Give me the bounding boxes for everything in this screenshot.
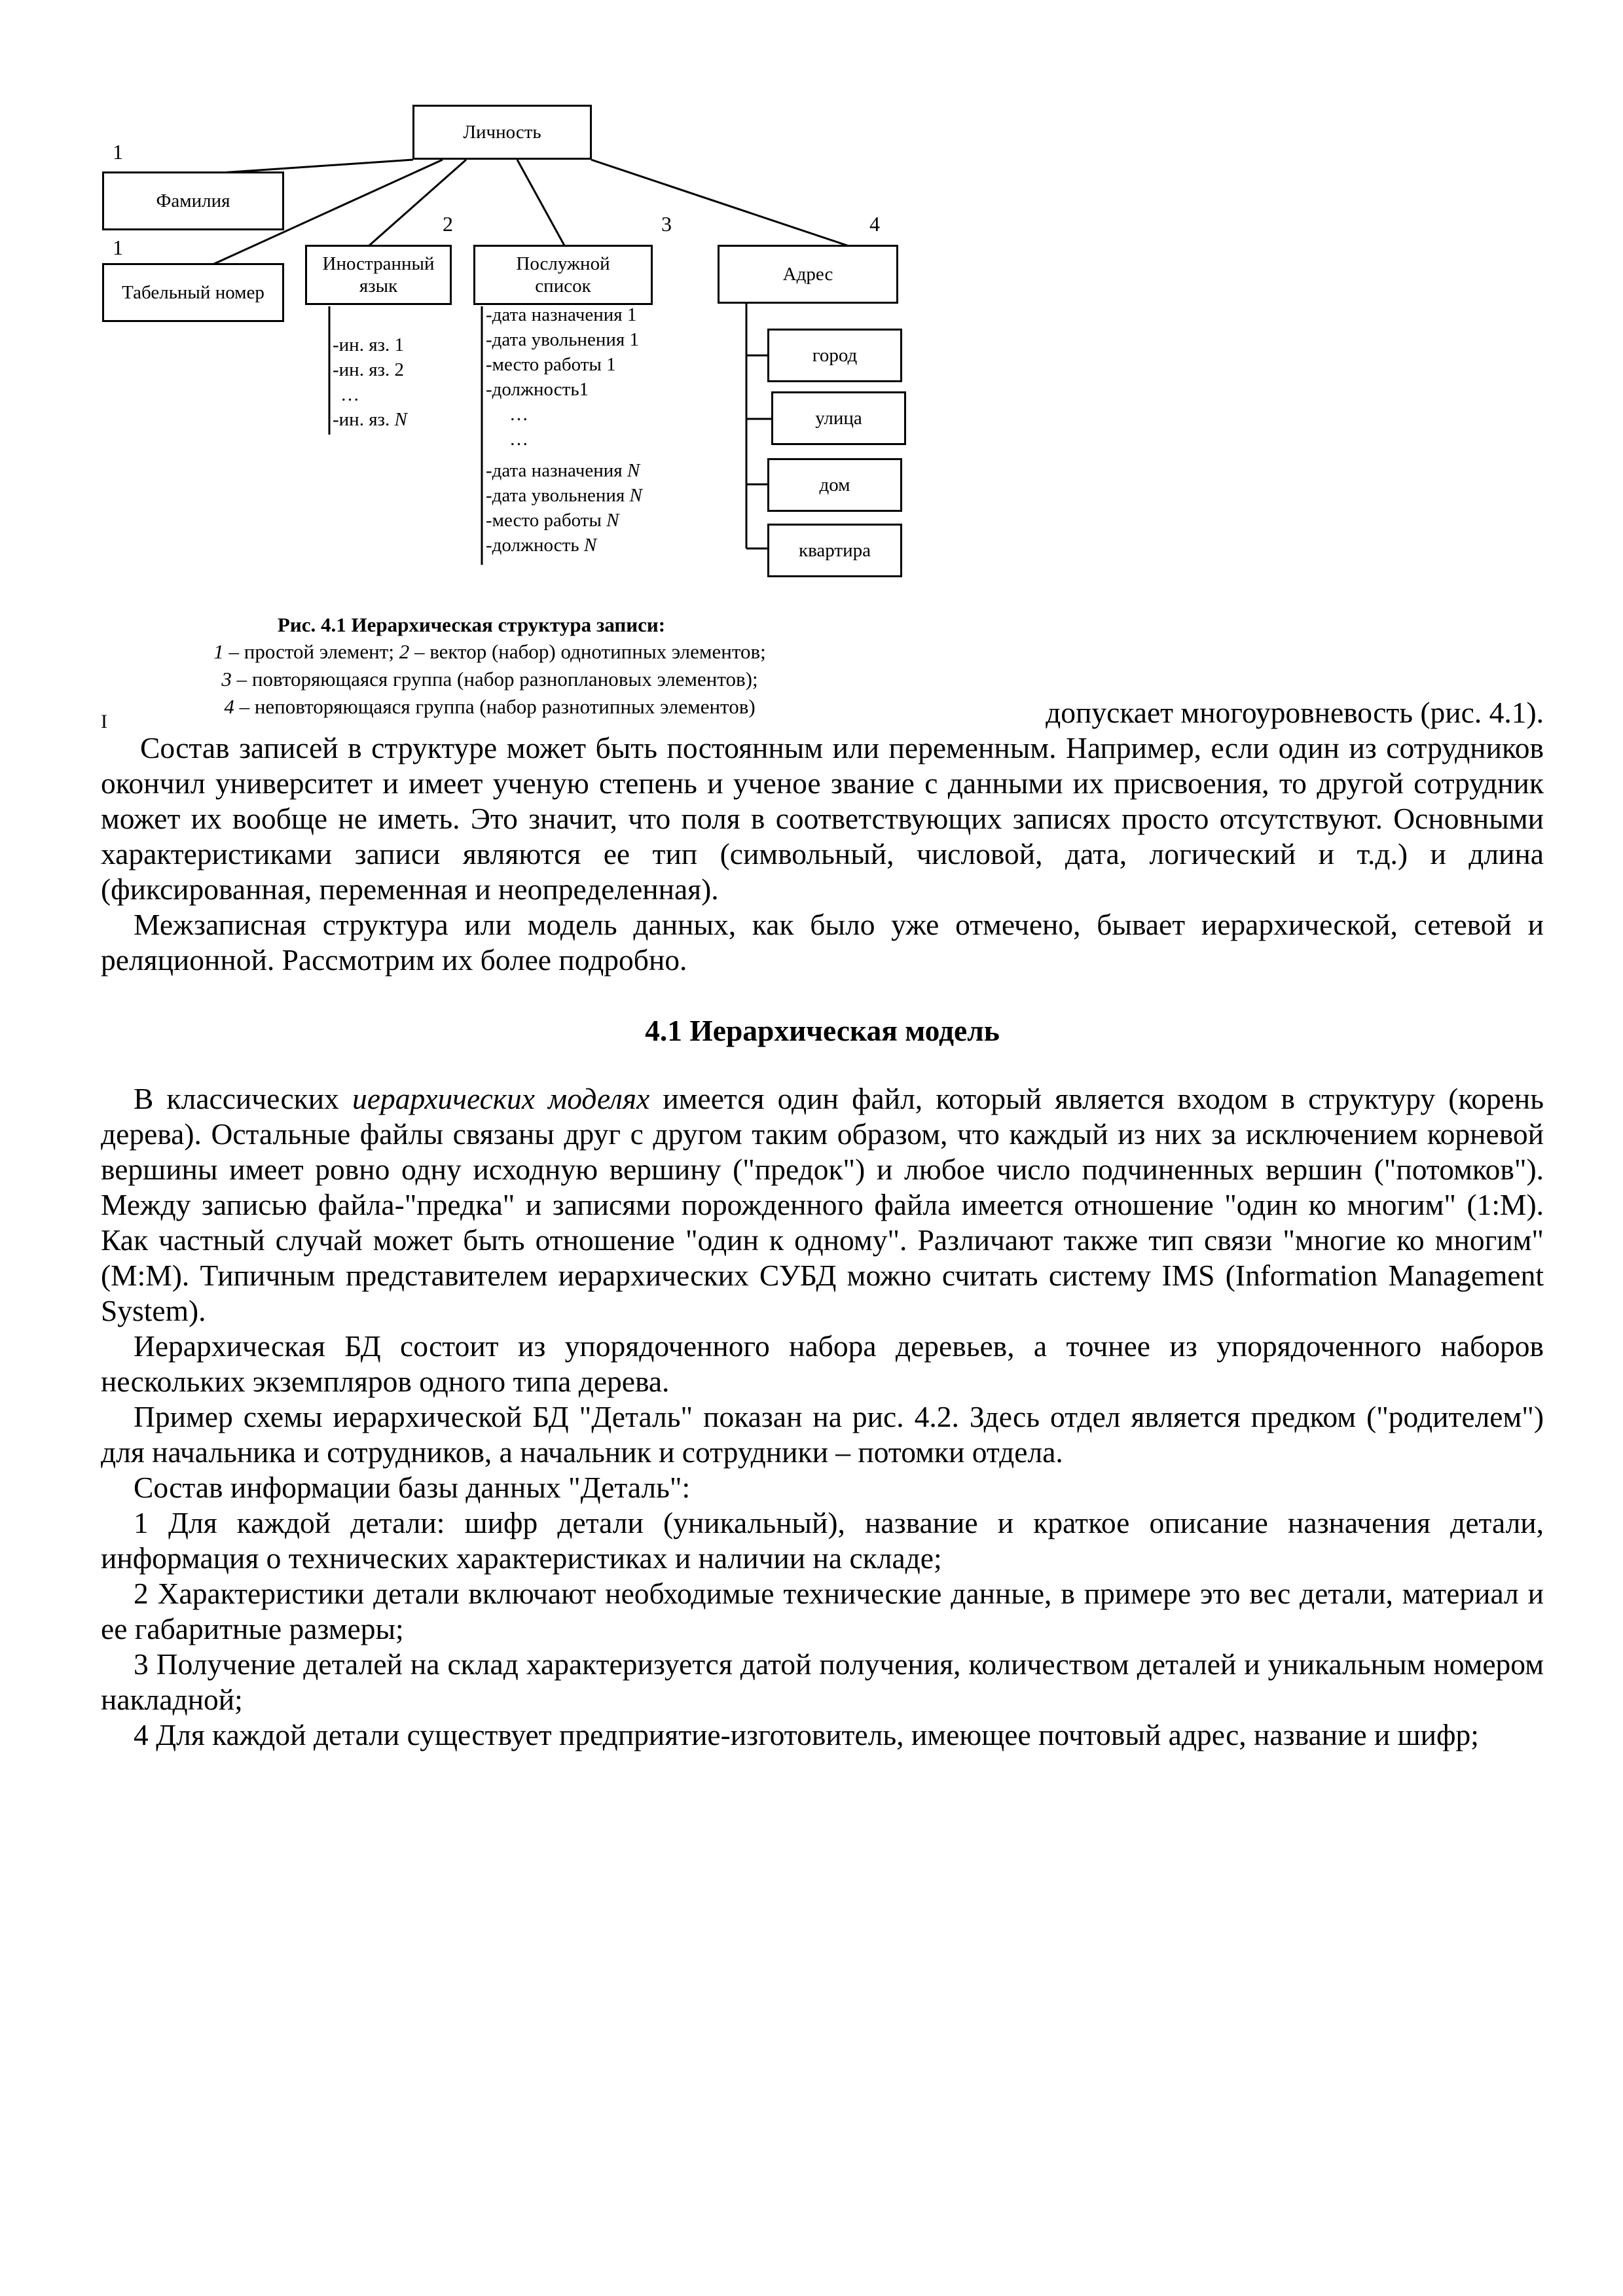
list-item-1: 1 Для каждой детали: шифр детали (уникальный), название и краткое описание назначения детали, информация о технических характеристиках и наличии на складе; <box>101 1506 1544 1575</box>
node-city <box>767 329 902 382</box>
vector-field-n <box>333 407 407 432</box>
paragraph-record-composition: Состав записей в структуре может быть постоянным или переменным. Например, если один из сотрудников окончил университет и имеет ученую степень и ученое звание с данными их присвоения, то другой сотрудник может их вообще не иметь. Это значит, что поля в соответствующих записях просто отсутствуют. Основными характеристиками записи являются ее тип (символьный, числовой, дата, логический и т.д.) и длина (фиксированная, переменная и неопределенная). <box>101 731 1544 906</box>
caption-text-3: – повторяющаяся группа (набор разноплановых элементов); <box>231 668 758 691</box>
document-body <box>101 695 1544 1753</box>
repeating-field-2: -дата увольнения 1 <box>486 329 640 350</box>
paragraph-interrecord-structure: Межзаписная структура или модель данных, как было уже отмечено, бывает иерархической, сетевой и реляционной. Рассмотрим их более подробно. <box>101 908 1544 977</box>
node-flat <box>767 524 902 577</box>
label-number-4: 4 <box>869 212 880 236</box>
edge-root-surname <box>220 160 413 173</box>
vector-field-n-index: N <box>394 409 407 430</box>
label-number-1b: 1 <box>113 236 123 259</box>
node-house <box>767 458 902 512</box>
paragraph-lead-in <box>101 695 1544 730</box>
paragraph-classic-emphasis: иерархических моделях <box>352 1082 650 1115</box>
clipped-lead-character: I <box>101 711 107 732</box>
node-address-label: Адрес <box>782 263 833 285</box>
paragraph-hierarchical-db: Иерархическая БД состоит из упорядоченного набора деревьев, а точнее из упорядоченного наборов нескольких экземпляров одного типа дерева. <box>101 1329 1544 1398</box>
node-street <box>771 391 906 445</box>
repeating-field-n1 <box>486 458 640 483</box>
node-root <box>412 105 592 160</box>
node-service-record <box>473 245 653 305</box>
label-number-3: 3 <box>661 212 672 236</box>
caption-text-4: – неповторяющаяся группа (набор разнотипных элементов) <box>234 695 756 718</box>
paragraph-classic-hierarchical <box>101 1081 1544 1329</box>
figure-caption-title: Рис. 4.1 Иерархическая структура записи: <box>277 613 666 636</box>
repeating-field-1: -дата назначения 1 <box>486 304 637 325</box>
label-number-2: 2 <box>443 212 453 236</box>
repeating-field-n4 <box>486 533 596 558</box>
repeating-field-ellipsis-2: … <box>509 429 528 450</box>
repeating-field-n1-prefix: -дата назначения <box>486 460 627 481</box>
paragraph-composition-title: Состав информации базы данных "Деталь": <box>134 1471 691 1504</box>
repeating-field-n4-index: N <box>583 535 597 556</box>
node-street-label: улица <box>815 407 862 429</box>
vector-field-n-prefix: -ин. яз. <box>333 409 395 430</box>
node-tabnum-label: Табельный номер <box>122 281 264 303</box>
vector-field-2: -ин. яз. 2 <box>333 359 404 380</box>
node-house-label: дом <box>819 474 850 495</box>
list-item-2: 2 Характеристики детали включают необходимые технические данные, в примере это вес детали, материал и ее габаритные размеры; <box>101 1577 1544 1645</box>
list-item-3: 3 Получение деталей на склад характеризуется датой получения, количеством деталей и уникальным номером накладной; <box>101 1647 1544 1716</box>
node-language-line2: язык <box>359 276 398 296</box>
label-number-1a: 1 <box>113 140 123 164</box>
edge-root-address <box>591 160 847 245</box>
caption-index-4: 4 <box>224 695 234 718</box>
repeating-field-3: -место работы 1 <box>486 354 616 375</box>
figure-caption-line1 <box>0 640 981 664</box>
figure-hierarchical-record <box>0 0 1623 740</box>
paragraph-example-schema: Пример схемы иерархической БД "Деталь" показан на рис. 4.2. Здесь отдел является предком ("родителем") для начальника и сотрудников, а начальник и сотрудники – потомки отдела. <box>101 1400 1544 1469</box>
vector-field-ellipsis: … <box>340 384 359 405</box>
node-city-label: город <box>812 344 858 366</box>
list-item-4: 4 Для каждой детали существует предприятие-изготовитель, имеющее почтовый адрес, название и шифр; <box>134 1718 1479 1751</box>
repeating-field-n2-prefix: -дата увольнения <box>486 485 630 506</box>
section-heading: 4.1 Иерархическая модель <box>645 1014 1000 1047</box>
node-service-line2: список <box>535 276 591 296</box>
repeating-field-n4-prefix: -должность <box>486 535 584 556</box>
figure-caption-line2 <box>0 668 981 691</box>
node-address <box>718 245 898 304</box>
node-language-line1: Иностранный <box>322 253 435 274</box>
caption-text-2: – вектор (набор) однотипных элементов; <box>409 640 766 663</box>
node-language <box>305 245 452 305</box>
caption-index-2: 2 <box>399 640 410 663</box>
caption-index-3: 3 <box>221 668 232 691</box>
node-flat-label: квартира <box>799 539 871 561</box>
paragraph-lead-in-text: допускает многоуровневость (рис. 4.1). <box>1046 696 1544 729</box>
node-root-label: Личность <box>463 121 541 143</box>
caption-text-1: – простой элемент; <box>223 640 399 663</box>
paragraph-classic-text-b: имеется один файл, который является входом в структуру (корень дерева). Остальные файлы связаны друг с другом таким образом, что каждый из них за исключением корневой вершины имеет ровно одну исходную вершину ("предок") и любое число подчиненных вершин ("потомков"). Между записью файла-"предка" и записями порожденного файла имеется отношение "один ко многим" (1:М). Как частный случай может быть отношение "один к одному". Различают также тип связи "многие ко многим" (М:М). Типичным представителем иерархических СУБД можно считать систему IMS (Information Management System). <box>101 1082 1544 1327</box>
paragraph-classic-text-a: В классических <box>134 1082 353 1115</box>
repeating-field-n3-index: N <box>606 510 619 531</box>
repeating-field-n2-index: N <box>629 485 642 506</box>
repeating-field-4: -должность1 <box>486 379 589 400</box>
node-service-line1: Послужной <box>516 253 610 274</box>
node-tabnum <box>102 263 284 322</box>
repeating-field-n3-prefix: -место работы <box>486 510 607 531</box>
vector-field-1: -ин. яз. 1 <box>333 334 404 355</box>
node-surname <box>102 171 284 230</box>
caption-index-1: 1 <box>213 640 224 663</box>
repeating-field-n2 <box>486 483 642 508</box>
node-surname-label: Фамилия <box>156 190 230 211</box>
repeating-field-ellipsis-1: … <box>509 404 528 425</box>
repeating-field-n1-index: N <box>627 460 640 481</box>
edge-root-service <box>517 160 564 245</box>
repeating-field-n3 <box>486 508 619 533</box>
